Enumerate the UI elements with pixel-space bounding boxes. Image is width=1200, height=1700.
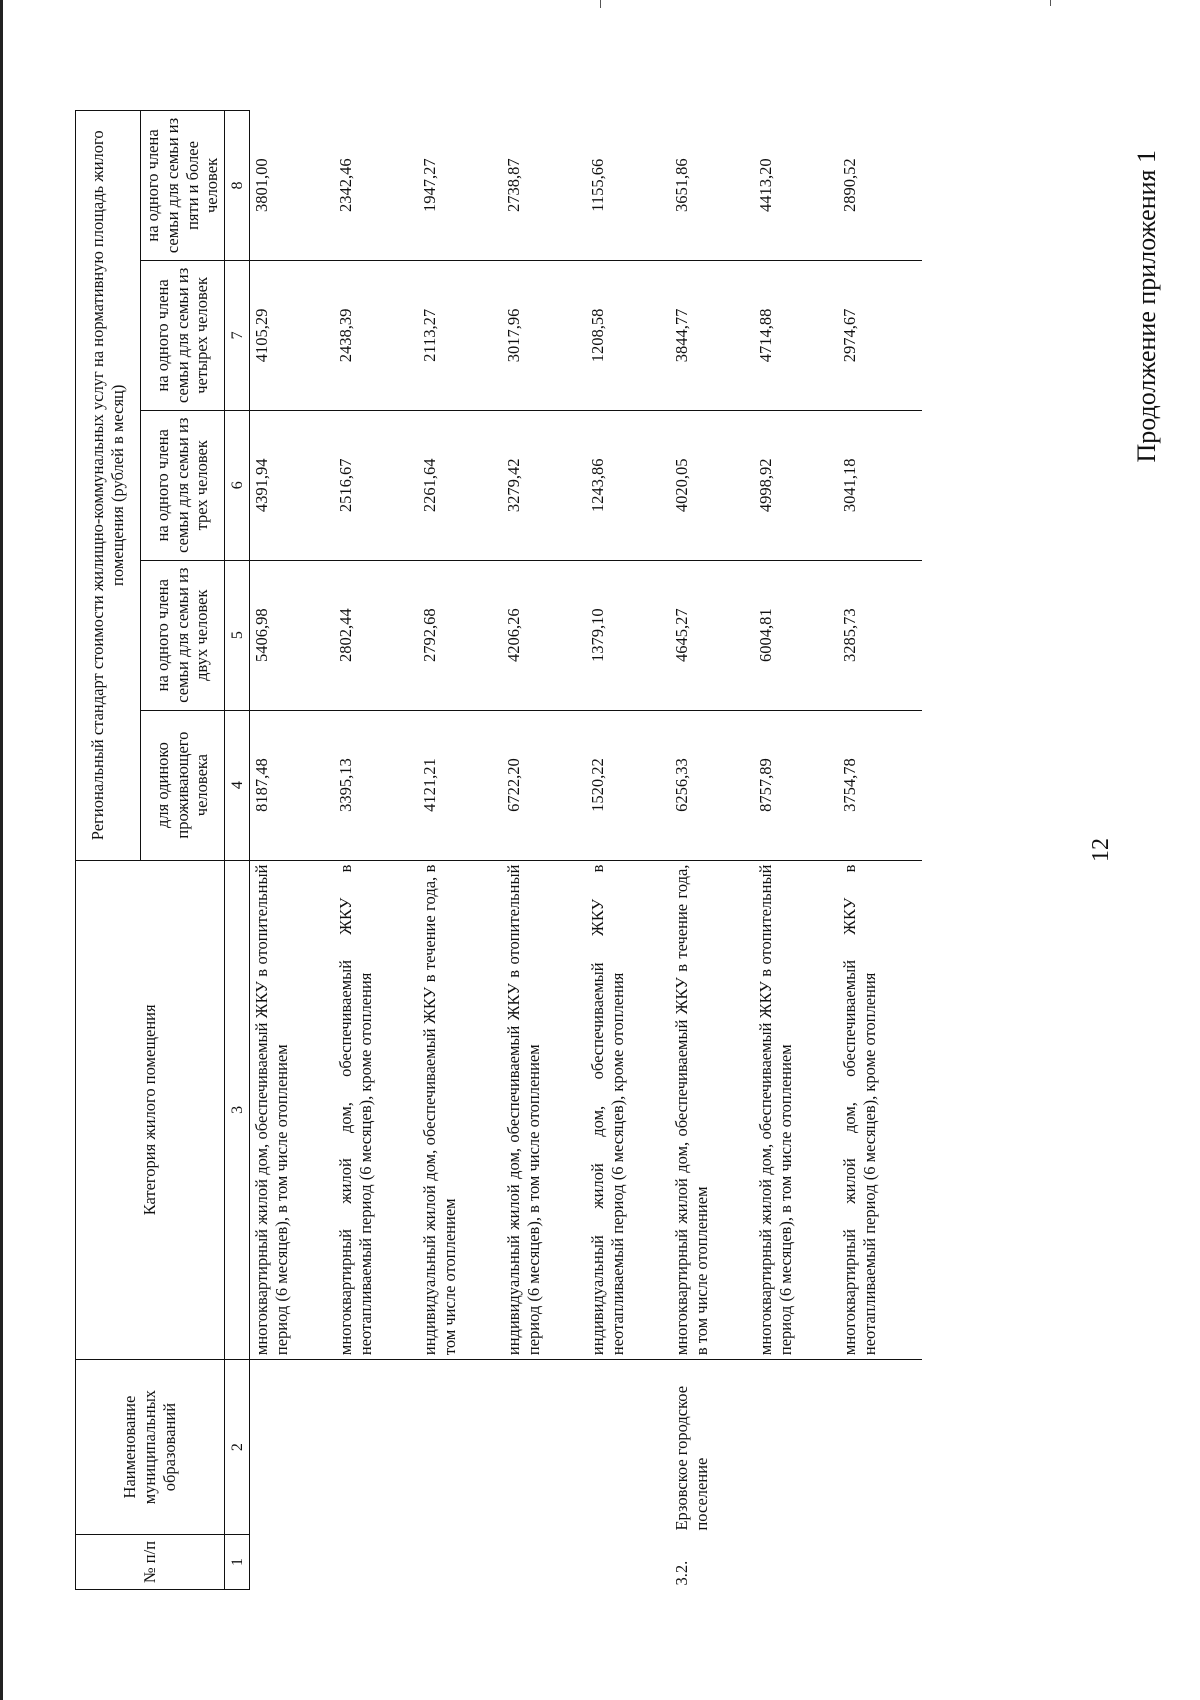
row-value-four: 3844,77 [670,260,754,410]
row-value-single: 3754,78 [838,710,922,860]
table-row [754,111,838,1590]
row-category: индивидуальный жилой дом, обеспечиваемый ЖКУ в неотапливаемый период (6 месяцев), кроме отопления [586,860,670,1360]
row-value-two: 5406,98 [250,560,335,710]
row-value-three: 1243,86 [586,410,670,560]
page-number: 12 [1088,838,1114,862]
row-value-four: 3017,96 [502,260,586,410]
table-row [250,111,335,1590]
row-value-two: 2802,44 [334,560,418,710]
row-value-two: 4645,27 [670,560,754,710]
header-col-single: для одиноко проживающего человека [141,710,225,860]
tariff-table [75,110,922,1590]
row-municipality [334,1360,418,1535]
row-value-five: 2342,46 [334,111,418,261]
row-value-three: 4391,94 [250,410,335,560]
row-value-three: 2261,64 [418,410,502,560]
row-number [418,1535,502,1590]
row-category: индивидуальный жилой дом, обеспечиваемый ЖКУ в течение года, в том числе отоплением [418,860,502,1360]
row-value-five: 4413,20 [754,111,838,261]
row-value-single: 6256,33 [670,710,754,860]
column-number: 6 [225,410,250,560]
header-col-three: на одного члена семьи для семьи из трех человек [141,410,225,560]
row-value-single: 4121,21 [418,710,502,860]
row-number [502,1535,586,1590]
row-value-single: 6722,20 [502,710,586,860]
header-col-name: Наименование муниципальных образований [76,1360,225,1535]
table-row [670,111,754,1590]
row-value-four: 2438,39 [334,260,418,410]
row-number [586,1535,670,1590]
row-number [334,1535,418,1590]
row-value-five: 3801,00 [250,111,335,261]
row-value-four: 1208,58 [586,260,670,410]
row-value-five: 3651,86 [670,111,754,261]
column-number: 2 [225,1360,250,1535]
row-value-two: 3285,73 [838,560,922,710]
column-number: 4 [225,710,250,860]
row-value-four: 4714,88 [754,260,838,410]
row-category: многоквартирный жилой дом, обеспечиваемый ЖКУ в течение года, в том числе отоплением [670,860,754,1360]
row-value-single: 8187,48 [250,710,335,860]
row-value-two: 1379,10 [586,560,670,710]
row-category: многоквартирный жилой дом, обеспечиваемый ЖКУ в неотапливаемый период (6 месяцев), кроме отопления [334,860,418,1360]
row-category: многоквартирный жилой дом, обеспечиваемый ЖКУ в неотапливаемый период (6 месяцев), кроме отопления [838,860,922,1360]
header-group-standard: Региональный стандарт стоимости жилищно-коммунальных услуг на нормативную площадь жилого помещения (рублей в месяц) [76,111,141,861]
header-col-category: Категория жилого помещения [76,860,225,1360]
row-municipality [586,1360,670,1535]
row-category: многоквартирный жилой дом, обеспечиваемый ЖКУ в отопительный период (6 месяцев), в том числе отоплением [250,860,335,1360]
row-value-single: 3395,13 [334,710,418,860]
table-row [586,111,670,1590]
column-number: 8 [225,111,250,261]
header-row-1 [76,111,141,1590]
row-municipality [754,1360,838,1535]
header-col-four: на одного члена семьи для семьи из четырех человек [141,260,225,410]
header-col-number: № п/п [76,1535,225,1590]
row-number: 3.2. [672,1560,692,1586]
row-municipality [502,1360,586,1535]
column-number: 5 [225,560,250,710]
row-value-five: 2738,87 [502,111,586,261]
row-value-three: 4998,92 [754,410,838,560]
row-category: индивидуальный жилой дом, обеспечиваемый ЖКУ в отопительный период (6 месяцев), в том числе отоплением [502,860,586,1360]
row-value-three: 3279,42 [502,410,586,560]
row-value-five: 2890,52 [838,111,922,261]
row-number [250,1535,335,1590]
row-number [754,1535,838,1590]
row-value-single: 8757,89 [754,710,838,860]
row-category: многоквартирный жилой дом, обеспечиваемый ЖКУ в отопительный период (6 месяцев), в том числе отоплением [754,860,838,1360]
appendix-title: Продолжение приложения 1 [1132,150,1161,463]
row-municipality [838,1360,922,1535]
table-row [502,111,586,1590]
header-col-five: на одного члена семьи для семьи из пяти и более человек [141,111,225,261]
row-value-two: 2792,68 [418,560,502,710]
table-row [418,111,502,1590]
row-number [838,1535,922,1590]
row-value-single: 1520,22 [586,710,670,860]
table-body [76,111,923,1590]
row-value-three: 3041,18 [838,410,922,560]
row-municipality [250,1360,335,1535]
row-value-four: 4105,29 [250,260,335,410]
column-number: 7 [225,260,250,410]
table-row [838,111,922,1590]
row-value-three: 4020,05 [670,410,754,560]
column-number: 1 [225,1535,250,1590]
row-value-five: 1947,27 [418,111,502,261]
row-value-three: 2516,67 [334,410,418,560]
row-value-two: 6004,81 [754,560,838,710]
row-value-four: 2974,67 [838,260,922,410]
row-municipality [418,1360,502,1535]
header-col-two: на одного члена семьи для семьи из двух человек [141,560,225,710]
column-number-row [225,111,250,1590]
row-value-five: 1155,66 [586,111,670,261]
row-value-four: 2113,27 [418,260,502,410]
row-municipality: Ерзовское городское поселение [672,1385,711,1531]
row-value-two: 4206,26 [502,560,586,710]
column-number: 3 [225,860,250,1360]
table-row [334,111,418,1590]
